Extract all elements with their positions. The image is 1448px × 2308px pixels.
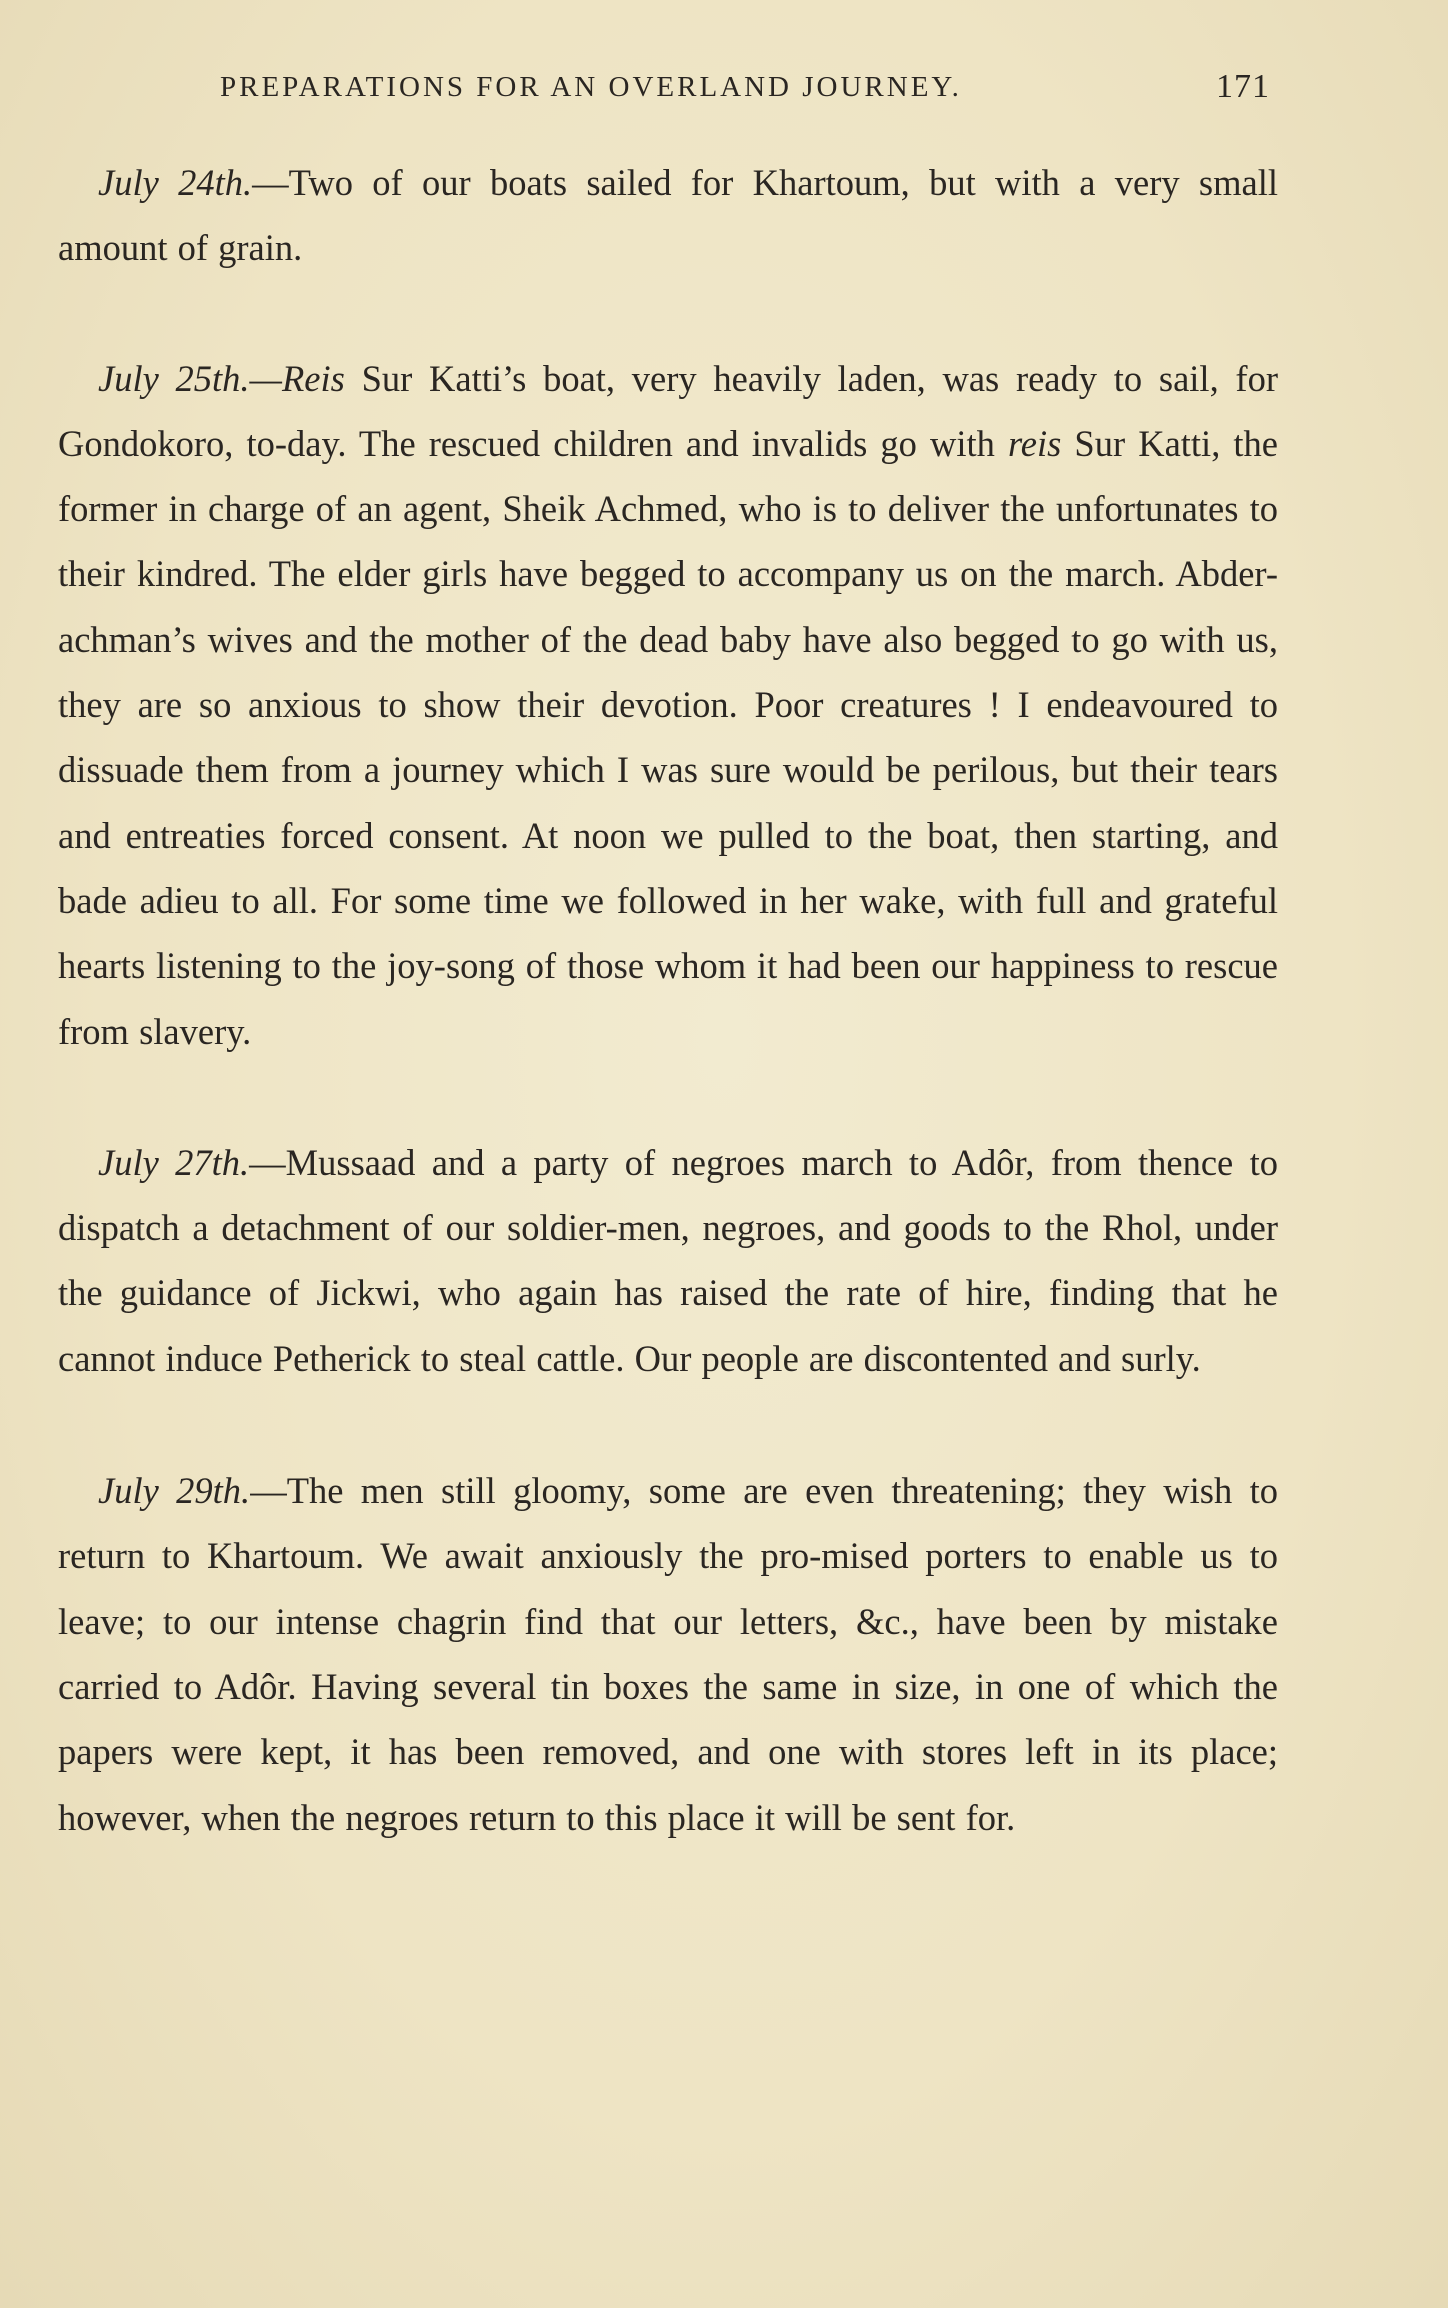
entry-text: Sur Katti’s boat, very heavily laden, was ready to sail, for Gondokoro, to-day. The rescued children and invalids go with bbox=[58, 357, 1278, 464]
running-title: PREPARATIONS FOR AN OVERLAND JOURNEY. bbox=[220, 70, 962, 103]
diary-entry-july-29 bbox=[58, 1458, 1278, 1850]
entry-italic-word: —Reis bbox=[249, 357, 345, 399]
entry-date: July 25th. bbox=[98, 357, 250, 399]
entry-date: July 27th. bbox=[98, 1141, 250, 1183]
entry-text: Sur Katti, the former in charge of an agent, Sheik Achmed, who is to deliver the unfortunates to their kindred. The elder girls have begged to accompany us on the march. Abder-achman’s wives and the mother of the dead baby have also begged to go with us, they are so anxious to show their devotion. Poor creatures ! I endeavoured to dissuade them from a journey which I was sure would be perilous, but their tears and entreaties forced consent. At noon we pulled to the boat, then starting, and bade adieu to all. For some time we followed in her wake, with full and grateful hearts listening to the joy-song of those whom it had been our happiness to rescue from slavery. bbox=[58, 422, 1278, 1052]
page-number: 171 bbox=[1216, 68, 1270, 105]
entry-text: —Two of our boats sailed for Khartoum, but with a very small amount of grain. bbox=[58, 162, 1278, 269]
entry-date: July 29th. bbox=[98, 1470, 251, 1512]
diary-entry-july-27 bbox=[58, 1130, 1278, 1391]
body-text bbox=[58, 150, 1278, 1915]
entry-italic-word: reis bbox=[1007, 422, 1062, 464]
entry-text: —Mussaad and a party of negroes march to Adôr, from thence to dispatch a detachment of our soldier-men, negroes, and goods to the Rhol, under the guidance of Jickwi, who again has raised the rate of hire, finding that he cannot induce Petherick to steal cattle. Our people are discontented and surly. bbox=[58, 1141, 1278, 1379]
diary-entry-july-25 bbox=[58, 346, 1278, 1064]
entry-date: July 24th. bbox=[98, 162, 253, 203]
diary-entry-july-24 bbox=[58, 150, 1278, 281]
entry-text: —The men still gloomy, some are even threatening; they wish to return to Khartoum. We await anxiously the pro-mised porters to enable us to leave; to our intense chagrin find that our letters, &c., have been by mistake carried to Adôr. Having several tin boxes the same in size, in one of which the papers were kept, it has been removed, and one with stores left in its place; however, when the negroes return to this place it will be sent for. bbox=[58, 1470, 1279, 1838]
running-head bbox=[220, 62, 1270, 112]
